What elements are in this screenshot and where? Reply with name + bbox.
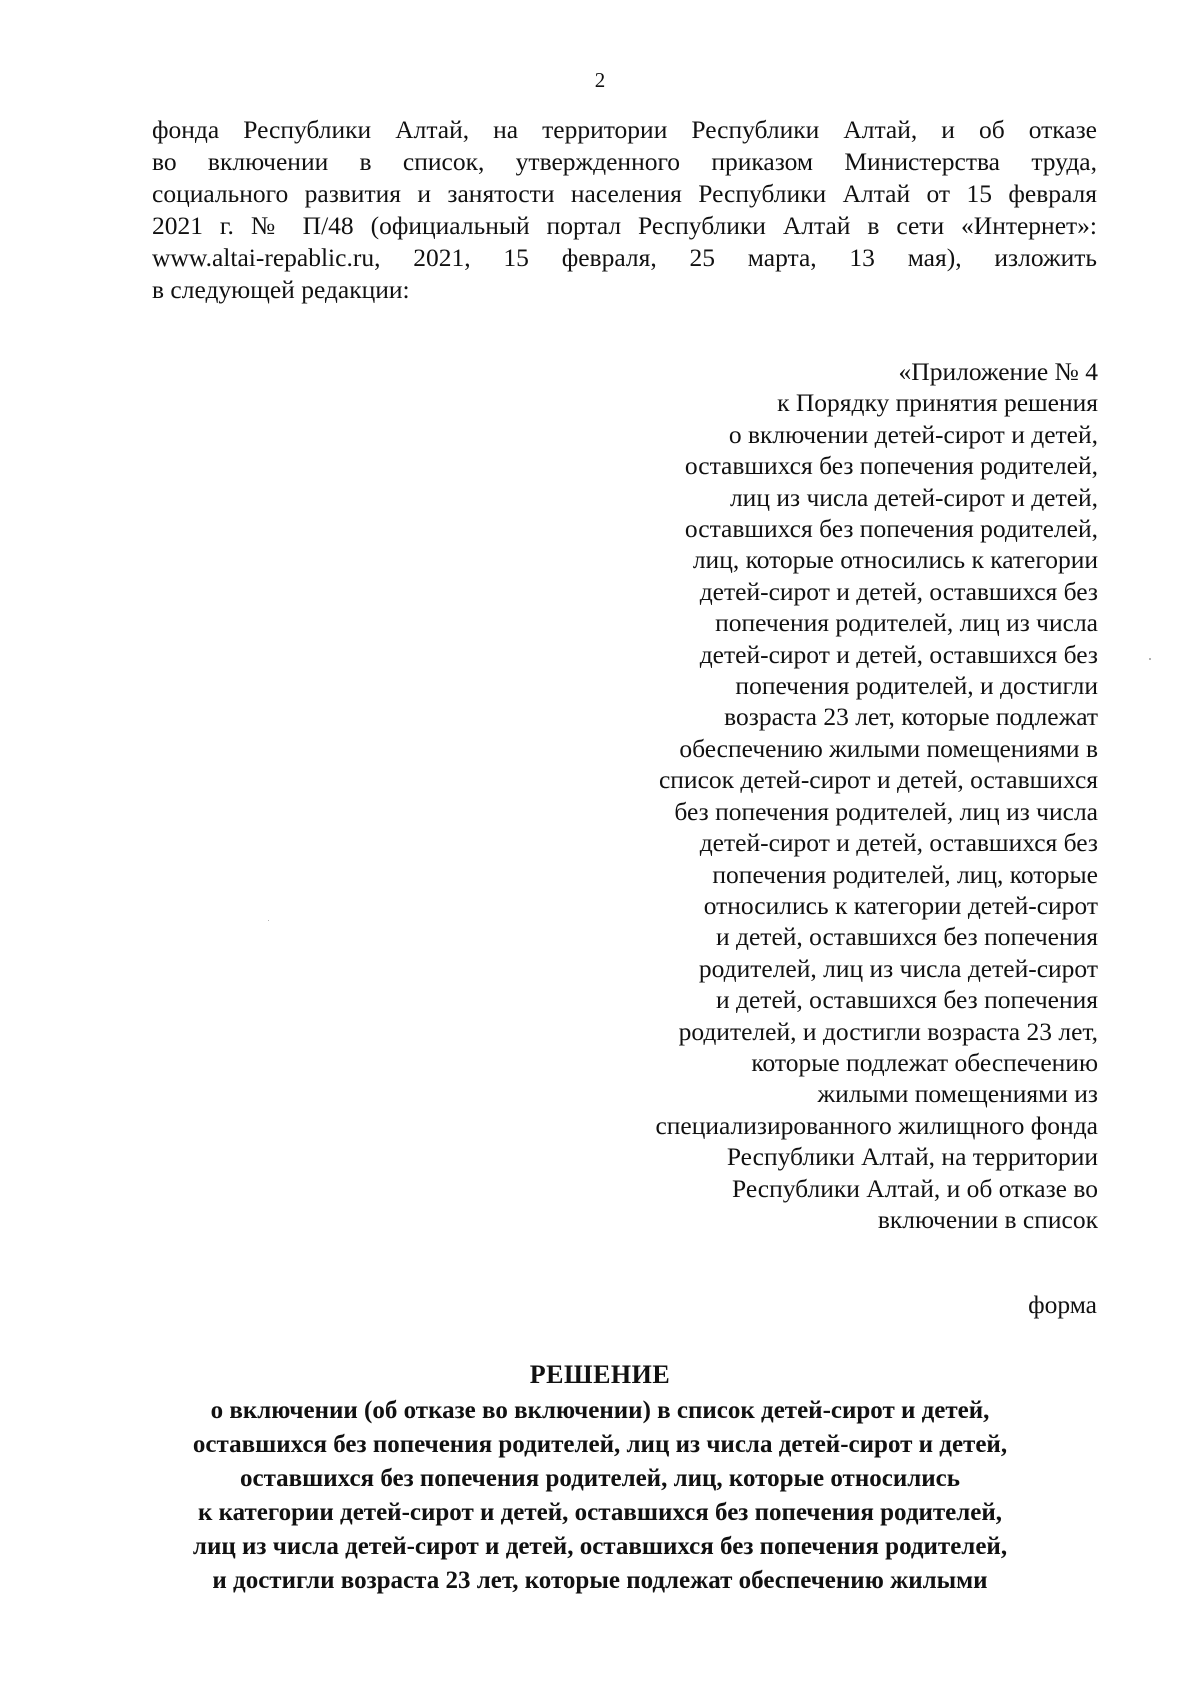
appendix-line: оставшихся без попечения родителей, <box>684 451 1098 481</box>
appendix-line: которые подлежат обеспечению <box>751 1047 1098 1077</box>
appendix-line: список детей-сирот и детей, оставшихся <box>658 765 1098 795</box>
appendix-line: включении в список <box>877 1204 1098 1234</box>
appendix-line: к Порядку принятия решения <box>777 388 1098 418</box>
intro-line: социального развития и занятости населения Республики Алтай от 15 февраля <box>152 179 1097 208</box>
intro-line: в следующей редакции: <box>152 275 410 304</box>
appendix-line: детей-сирот и детей, оставшихся без <box>699 576 1098 606</box>
appendix-line: обеспечению жилыми помещениями в <box>679 733 1098 763</box>
appendix-line: «Приложение № 4 <box>898 357 1098 386</box>
appendix-line: попечения родителей, лиц, которые <box>712 859 1098 889</box>
appendix-line: детей-сирот и детей, оставшихся без <box>699 828 1098 858</box>
appendix-line: детей-сирот и детей, оставшихся без <box>699 639 1098 669</box>
decision-subtitle-line: о включении (об отказе во включении) в список детей-сирот и детей, <box>210 1397 990 1424</box>
intro-line: во включении в список, утвержденного приказом Министерства труда, <box>152 147 1097 176</box>
intro-line: www.altai-repablic.ru, 2021, 15 февраля, 25 марта, 13 мая), изложить <box>152 243 1097 272</box>
appendix-line: относились к категории детей-сирот <box>703 890 1098 920</box>
decision-subtitle-line: оставшихся без попечения родителей, лиц из числа детей-сирот и детей, <box>192 1431 1008 1458</box>
intro-line: 2021 г. № П/48 (официальный портал Республики Алтай в сети «Интернет»: <box>152 211 1097 240</box>
appendix-line: без попечения родителей, лиц из числа <box>674 796 1098 826</box>
appendix-line: оставшихся без попечения родителей, <box>684 514 1098 544</box>
appendix-line: родителей, и достигли возраста 23 лет, <box>678 1016 1098 1046</box>
appendix-line: попечения родителей, и достигли <box>735 671 1098 701</box>
intro-line: фонда Республики Алтай, на территории Республики Алтай, и об отказе <box>152 115 1097 144</box>
appendix-heading-block <box>538 356 1098 1235</box>
decision-heading <box>100 1360 1100 1598</box>
decision-subtitle-line: оставшихся без попечения родителей, лиц, которые относились <box>239 1465 960 1492</box>
appendix-line: и детей, оставшихся без попечения <box>715 922 1098 952</box>
decision-subtitle-line: лиц из числа детей-сирот и детей, оставшихся без попечения родителей, <box>192 1533 1008 1560</box>
appendix-line: специализированного жилищного фонда <box>655 1110 1098 1140</box>
appendix-line: родителей, лиц из числа детей-сирот <box>698 953 1098 983</box>
appendix-line: жилыми помещениями из <box>817 1079 1098 1109</box>
appendix-line: о включении детей-сирот и детей, <box>728 419 1098 449</box>
appendix-line: Республики Алтай, и об отказе во <box>732 1173 1098 1203</box>
appendix-line: и детей, оставшихся без попечения <box>715 985 1098 1015</box>
decision-subtitle-line: и достигли возраста 23 лет, которые подлежат обеспечению жилыми <box>212 1567 988 1594</box>
form-label: форма <box>1028 1290 1097 1319</box>
appendix-line: возраста 23 лет, которые подлежат <box>724 702 1098 732</box>
scan-speck <box>268 920 269 921</box>
decision-subtitle-line: к категории детей-сирот и детей, оставшихся без попечения родителей, <box>197 1499 1003 1526</box>
page-number: 2 <box>594 68 606 92</box>
appendix-line: Республики Алтай, на территории <box>726 1142 1098 1172</box>
appendix-line: лиц, которые относились к категории <box>692 545 1098 575</box>
appendix-line: лиц из числа детей-сирот и детей, <box>729 482 1098 512</box>
decision-subtitle <box>100 1394 1100 1598</box>
appendix-line: попечения родителей, лиц из числа <box>715 608 1098 638</box>
scan-speck <box>1149 658 1151 660</box>
decision-title: РЕШЕНИЕ <box>529 1360 671 1389</box>
